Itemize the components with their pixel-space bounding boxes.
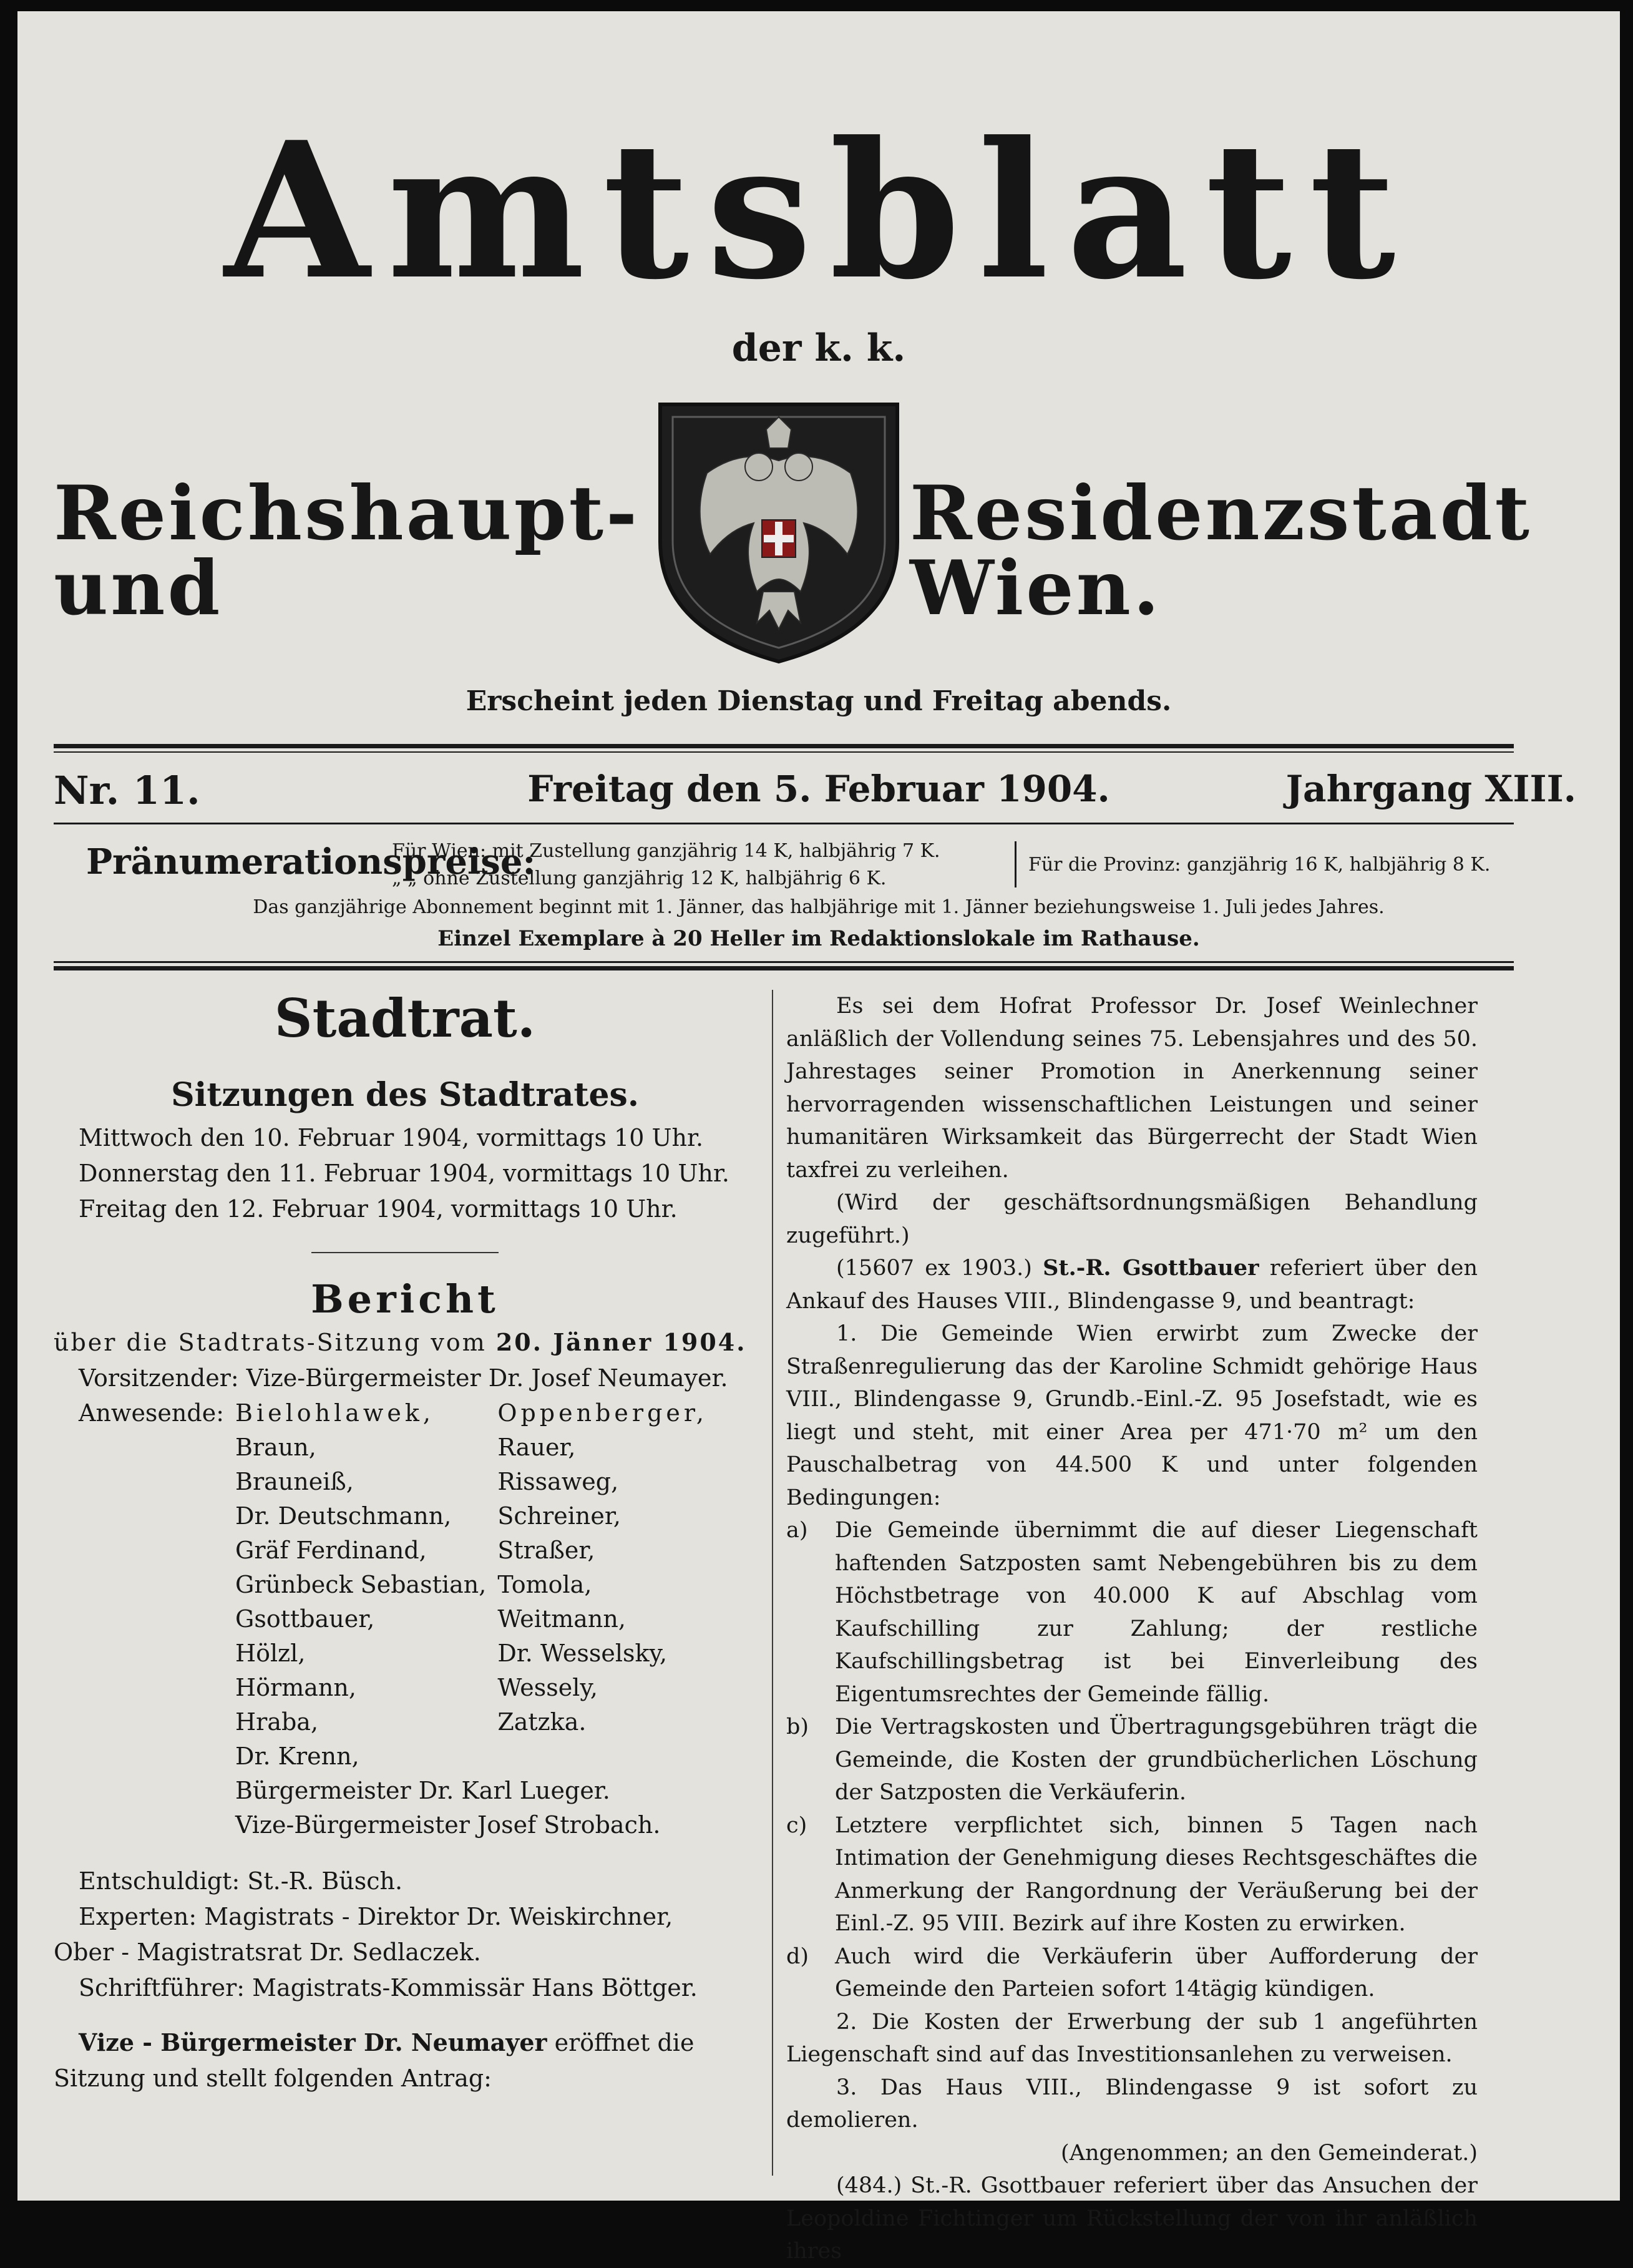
top-thick-rule <box>54 744 1514 748</box>
councillor-name: St.-R. Gsottbauer <box>1043 1255 1259 1281</box>
attendee: Weitmann, <box>497 1605 626 1633</box>
attendee: Schreiner, <box>497 1502 621 1530</box>
coat-of-arms-icon <box>648 392 910 667</box>
attendee: Dr. Krenn, <box>235 1742 359 1770</box>
paragraph-accepted: (Angenommen; an den Gemeinderat.) <box>1061 2140 1478 2166</box>
list-marker: c) <box>786 1812 807 1838</box>
attendee: Hölzl, <box>235 1639 306 1667</box>
price-vienna-delivery: Für Wien: mit Zustellung ganzjährig 14 K, halbjährig 7 K. <box>392 840 940 862</box>
opening-name: Vize - Bürgermeister Dr. Neumayer <box>79 2028 547 2056</box>
masthead-left-text: Reichshaupt- und <box>54 469 640 632</box>
issue-rule <box>54 823 1514 824</box>
attendee: Braun, <box>235 1433 316 1461</box>
attendee: Oppenberger, <box>497 1399 708 1427</box>
report-subtitle <box>54 1324 756 1361</box>
experts-line-1: Experten: Magistrats - Direktor Dr. Weiskirchner, <box>79 1902 673 1930</box>
opening-text: eröffnet die <box>547 2028 695 2056</box>
issue-number: Nr. 11. <box>54 768 200 813</box>
mayor: Bürgermeister Dr. Karl Lueger. <box>235 1776 610 1804</box>
paragraph-citizenship: Es sei dem Hofrat Professor Dr. Josef Weinlechner anläßlich der Vollendung seines 75. Lebensjahres und des 50. Jahrestages seiner Promotion in Anerkennung seiner hervorragenden wissenschaftlichen Leistungen und seiner humanitären Wirksamkeit das Bürgerrecht der Stadt Wien taxfrei zu verleihen. <box>786 994 1478 1183</box>
attendee: Straßer, <box>497 1536 595 1564</box>
session-line: Mittwoch den 10. Februar 1904, vormittags 10 Uhr. <box>79 1123 704 1151</box>
attendee: Gräf Ferdinand, <box>235 1536 427 1564</box>
issue-date: Freitag den 5. Februar 1904. <box>527 768 1110 810</box>
opening-line <box>54 2025 756 2061</box>
list-item <box>786 1711 1478 1809</box>
paragraph-point-2: 2. Die Kosten der Erwerbung der sub 1 angeführten Liegenschaft sind auf das Investitionsanlehen zu verweisen. <box>786 2009 1478 2067</box>
masthead-title: Amtsblatt <box>224 100 1413 321</box>
top-thin-rule <box>54 751 1514 753</box>
paragraph-point-3: 3. Das Haus VIII., Blindengasse 9 ist sofort zu demolieren. <box>786 2075 1478 2133</box>
attendee: Zatzka. <box>497 1708 587 1736</box>
paragraph-referral: (Wird der geschäftsordnungsmäßigen Behandlung zugeführt.) <box>786 1190 1478 1248</box>
section-title: Stadtrat. <box>274 987 536 1049</box>
masthead-subtitle: der k. k. <box>731 326 906 370</box>
report-title: Bericht <box>311 1276 499 1322</box>
report-date: 20. Jänner 1904. <box>495 1327 747 1356</box>
price-subscription-note: Das ganzjährige Abonnement beginnt mit 1. Jänner, das halbjährige mit 1. Jänner beziehungsweise 1. Juli jedes Jahres. <box>253 896 1385 918</box>
left-column <box>54 987 756 2176</box>
attendee: Gsottbauer, <box>235 1605 375 1633</box>
attendee: Hraba, <box>235 1708 319 1736</box>
newspaper-page <box>17 11 1620 2264</box>
attendee: Rissaweg, <box>497 1467 619 1495</box>
price-single-copy: Einzel Exemplare à 20 Heller im Redaktionslokale im Rathause. <box>437 926 1200 951</box>
experts-line-2: Ober - Magistratsrat Dr. Sedlaczek. <box>54 1938 481 1966</box>
paragraph-point-1: 1. Die Gemeinde Wien erwirbt zum Zwecke der Straßenregulierung das der Karoline Schmidt gehörige Haus VIII., Blindengasse 9, Grundb.-Einl.-Z. 95 Josefstadt, wie es liegt und steht, mit einer Area per 471·70 m² um den Pauschalbetrag von 44.500 K und unter folgenden Bedingungen: <box>786 1321 1478 1510</box>
opening-line-2: Sitzung und stellt folgenden Antrag: <box>54 2064 492 2092</box>
right-column <box>786 990 1478 2264</box>
report-subtitle-text: über die Stadtrats-Sitzung vom <box>54 1328 496 1356</box>
excused-line: Entschuldigt: St.-R. Büsch. <box>79 1867 403 1895</box>
issue-year: Jahrgang XIII. <box>1285 768 1576 810</box>
price-divider <box>1015 841 1016 887</box>
case-number: (15607 ex 1903.) <box>836 1256 1043 1281</box>
list-item <box>786 1514 1478 1711</box>
prices-rule-thin <box>54 961 1514 963</box>
list-marker: a) <box>786 1518 808 1543</box>
purchase-text: referiert über den Ankauf des Hauses VIII., Blindengasse 9, und beantragt: <box>786 1256 1478 1314</box>
chair-line: Vorsitzender: Vize-Bürgermeister Dr. Josef Neumayer. <box>79 1364 728 1392</box>
list-text: Die Gemeinde übernimmt die auf dieser Liegenschaft haftenden Satzposten samt Nebengebühren bis zu dem Höchstbetrage von 40.000 K auf Abschlag vom Kaufschilling zur Zahlung; der restliche Kaufschillingsbetrag ist bei Einverleibung des Eigentumsrechtes der Gemeinde fällig. <box>835 1518 1478 1707</box>
paragraph-purchase-intro <box>786 1252 1478 1317</box>
present-label: Anwesende: <box>79 1399 225 1427</box>
price-vienna-pickup: „ „ ohne Zustellung ganzjährig 12 K, halbjährig 6 K. <box>392 868 887 889</box>
sessions-title: Sitzungen des Stadtrates. <box>171 1076 639 1115</box>
attendee: Hörmann, <box>235 1673 356 1701</box>
attendee: Tomola, <box>497 1570 592 1598</box>
masthead-right-text: Residenzstadt Wien. <box>910 469 1532 632</box>
masthead-tagline: Erscheint jeden Dienstag und Freitag abends. <box>466 685 1172 717</box>
prices-label: Pränumerationspreise: <box>86 841 536 882</box>
list-text: Letztere verpflichtet sich, binnen 5 Tagen nach Intimation der Genehmigung dieses Rechtsgeschäftes die Anmerkung der Rangordnung der Veräußerung bei der Einl.-Z. 95 VIII. Bezirk auf ihre Kosten zu erwirken. <box>835 1812 1478 1936</box>
list-text: Die Vertragskosten und Übertragungsgebühren trägt die Gemeinde, die Kosten der grundbücherlichen Löschung der Satzposten die Verkäuferin. <box>835 1714 1478 1805</box>
paragraph-petition: (484.) St.-R. Gsottbauer referiert über das Ansuchen der Leopoldine Fichtinger um Rückstellung der von ihr anläßlich ihres <box>786 2173 1478 2264</box>
vice-mayor: Vize-Bürgermeister Josef Strobach. <box>235 1811 661 1839</box>
list-item <box>786 1809 1478 1940</box>
attendee: Bielohlawek, <box>235 1399 435 1427</box>
session-line: Freitag den 12. Februar 1904, vormittags 10 Uhr. <box>79 1195 678 1223</box>
attendees-table <box>79 1396 719 1842</box>
attendee: Grünbeck Sebastian, <box>235 1570 487 1598</box>
prices-rule-thick <box>54 966 1514 970</box>
attendee: Dr. Wesselsky, <box>497 1639 668 1667</box>
secretary-line: Schriftführer: Magistrats-Kommissär Hans Böttger. <box>79 1973 698 2002</box>
attendee: Dr. Deutschmann, <box>235 1502 452 1530</box>
column-divider <box>772 990 773 2176</box>
session-line: Donnerstag den 11. Februar 1904, vormittags 10 Uhr. <box>79 1159 729 1187</box>
list-item <box>786 1940 1478 2006</box>
list-marker: d) <box>786 1943 809 1969</box>
list-marker: b) <box>786 1714 809 1739</box>
attendee: Brauneiß, <box>235 1467 354 1495</box>
attendee: Rauer, <box>497 1433 576 1461</box>
price-province: Für die Provinz: ganzjährig 16 K, halbjährig 8 K. <box>1028 854 1491 876</box>
attendee: Wessely, <box>497 1673 598 1701</box>
list-text: Auch wird die Verkäuferin über Aufforderung der Gemeinde den Parteien sofort 14tägig kündigen. <box>835 1943 1478 2002</box>
section-divider <box>311 1252 499 1253</box>
